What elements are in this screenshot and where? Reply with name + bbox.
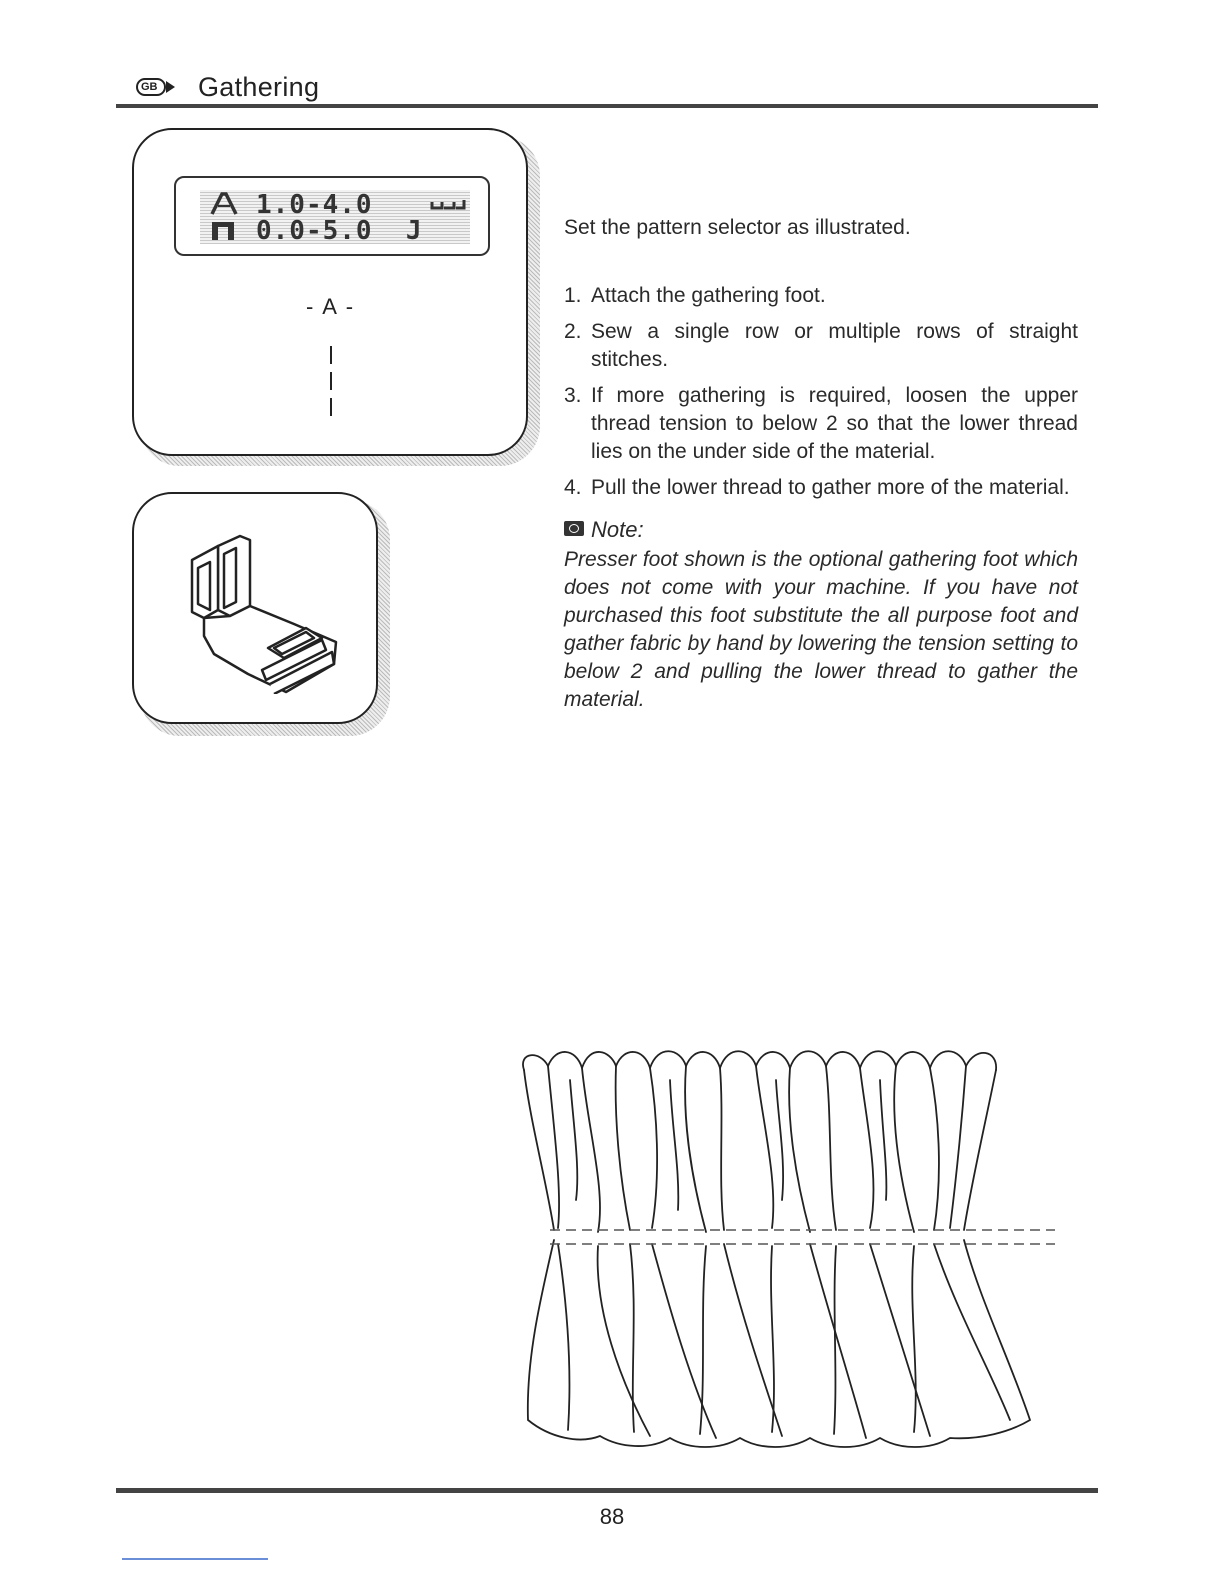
gathered-fabric-illustration	[510, 1040, 1060, 1460]
language-badge	[136, 78, 166, 96]
straight-stitch-icon	[430, 194, 466, 214]
lcd-foot-letter: J	[405, 216, 423, 246]
display-panel	[132, 128, 528, 456]
lcd-length-value: 0.0-5.0	[256, 216, 373, 246]
lcd-line-length	[256, 218, 423, 244]
lcd-line-width: 1.0-4.0	[256, 190, 373, 220]
page-title: Gathering	[198, 72, 320, 102]
step-text: Sew a single row or multiple rows of straight stitches.	[591, 320, 1078, 371]
note-heading	[564, 516, 1078, 544]
step-number: 2.	[564, 320, 582, 343]
lcd-screen	[174, 176, 490, 256]
pattern-label: - A -	[306, 294, 356, 319]
dashed-leader	[330, 346, 332, 420]
link-underline	[122, 1558, 268, 1560]
list-item	[564, 382, 1078, 466]
step-text: Pull the lower thread to gather more of the material.	[591, 476, 1070, 499]
header-rule	[116, 104, 1098, 108]
stitch-length-icon	[208, 218, 240, 242]
note-text: Presser foot shown is the optional gathering foot which does not come with your machine. If you have not purchased this foot substitute the all purpose foot and gather fabric by hand by lowering the tension setting to below 2 and pulling the lower thread to gather the material.	[564, 548, 1078, 711]
list-item	[564, 474, 1078, 502]
step-number: 1.	[564, 284, 582, 307]
arrow-icon	[166, 81, 175, 93]
stitch-width-icon	[208, 192, 240, 216]
instructions	[564, 214, 1078, 714]
step-text: Attach the gathering foot.	[591, 284, 826, 307]
step-text: If more gathering is required, loosen the upper thread tension to below 2 so that the lower thread lies on the under side of the material.	[591, 384, 1078, 463]
gathering-foot-icon	[174, 524, 344, 694]
step-number: 4.	[564, 476, 582, 499]
list-item	[564, 282, 1078, 310]
page-number: 88	[599, 1504, 625, 1529]
note-heading-label: Note:	[591, 517, 644, 542]
camera-icon	[564, 521, 584, 536]
intro-text: Set the pattern selector as illustrated.	[564, 216, 911, 239]
footer-rule	[116, 1488, 1098, 1493]
list-item	[564, 318, 1078, 374]
language-badge-label: GB	[141, 81, 158, 93]
steps-list	[564, 282, 1078, 502]
step-number: 3.	[564, 384, 582, 407]
foot-panel	[132, 492, 378, 724]
lcd-readout	[200, 190, 470, 244]
page-header	[130, 70, 1096, 106]
